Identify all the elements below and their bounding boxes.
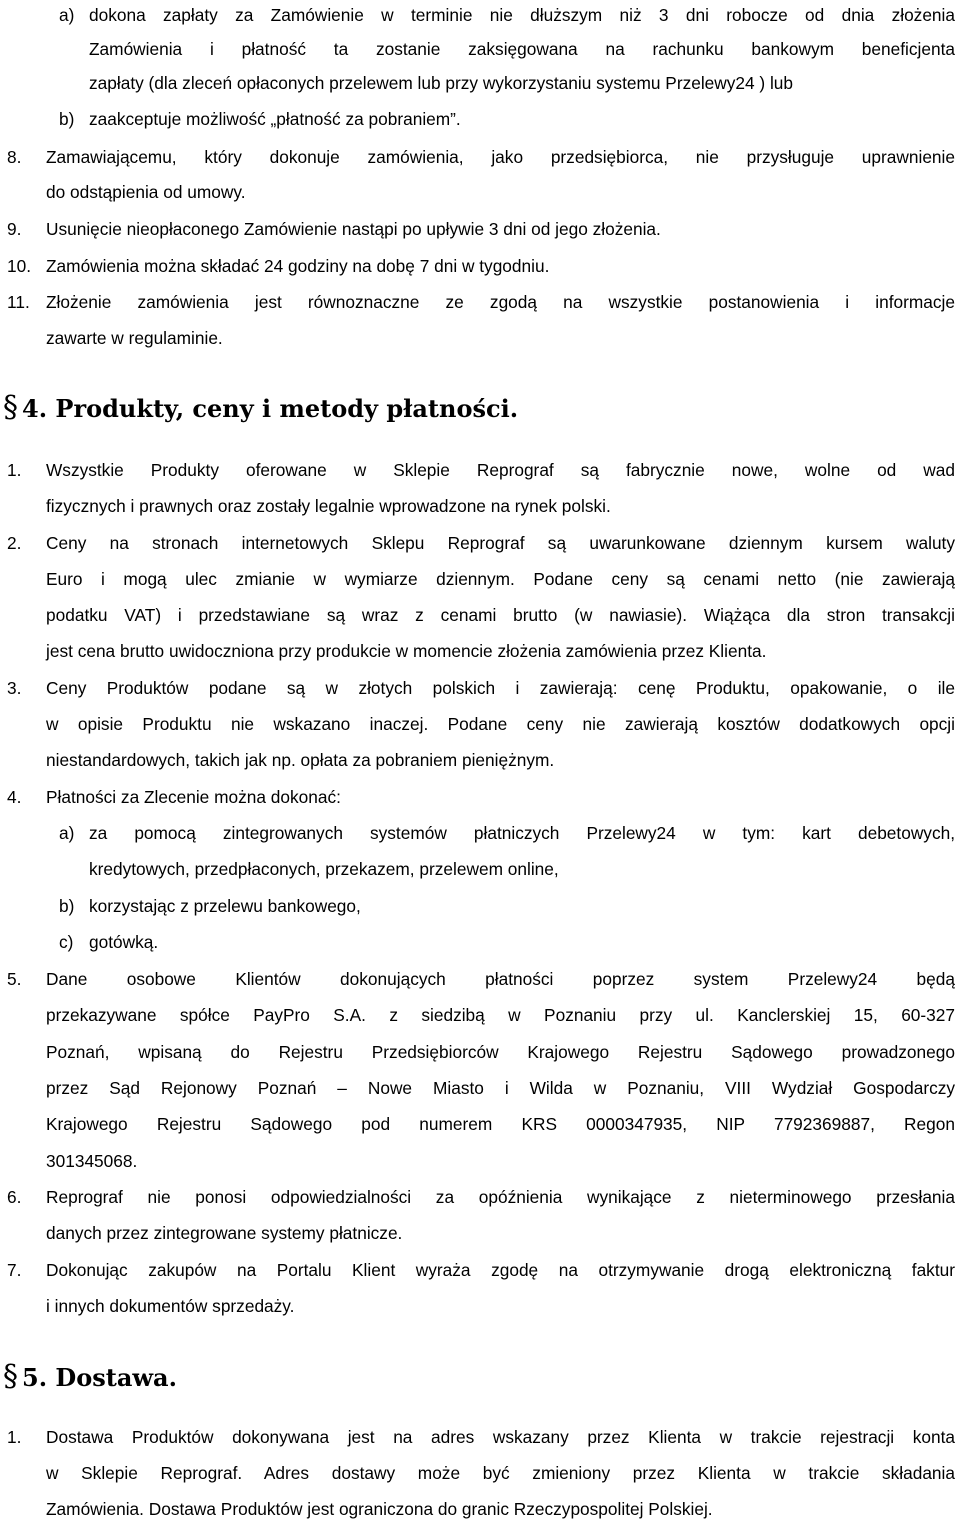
paragraph-line: podatku VAT) i przedstawiane są wraz z cenami brutto (w nawiasie). Wiążąca dla stron transakcji: [46, 605, 955, 625]
paragraph-line: i innych dokumentów sprzedaży.: [46, 1296, 295, 1316]
paragraph-line: Krajowego Rejestru Sądowego pod numerem KRS 0000347935, NIP 7792369887, Regon: [46, 1114, 955, 1134]
paragraph-line: Płatności za Zlecenie można dokonać:: [46, 787, 341, 807]
section-heading: [3, 390, 519, 425]
paragraph-line: Złożenie zamówienia jest równoznaczne ze zgodą na wszystkie postanowienia i informacje: [46, 292, 955, 312]
paragraph-line: Euro i mogą ulec zmianie w wymiarze dziennym. Podane ceny są cenami netto (nie zawierają: [46, 569, 955, 589]
paragraph-line: Zamówienia i płatność ta zostanie zaksięgowana na rachunku bankowym beneficjenta: [89, 39, 955, 59]
paragraph-line: Zamawiającemu, który dokonuje zamówienia, jako przedsiębiorca, nie przysługuje uprawnienie: [46, 147, 955, 167]
section-title: 4. Produkty, ceny i metody płatności.: [22, 394, 519, 423]
paragraph-line: Ceny na stronach internetowych Sklepu Reprograf są uwarunkowane dziennym kursem waluty: [46, 533, 955, 553]
paragraph-line: zaakceptuje możliwość „płatność za pobraniem”.: [89, 109, 461, 129]
paragraph-line: w opisie Produktu nie wskazano inaczej. Podane ceny nie zawierają kosztów dodatkowych opcji: [46, 714, 955, 734]
paragraph-line: Dostawa Produktów dokonywana jest na adres wskazany przez Klienta w trakcie rejestracji konta: [46, 1427, 955, 1447]
paragraph-line: jest cena brutto uwidoczniona przy produkcie w momencie złożenia zamówienia przez Klienta.: [46, 641, 767, 661]
paragraph-line: zapłaty (dla zleceń opłaconych przelewem lub przy wykorzystaniu systemu Przelewy24 ) lub: [89, 73, 794, 93]
list-label: a): [59, 823, 75, 843]
paragraph-line: Dane osobowe Klientów dokonujących płatności poprzez system Przelewy24 będą: [46, 969, 955, 989]
paragraph-line: kredytowych, przedpłaconych, przekazem, przelewem online,: [89, 859, 559, 879]
section-symbol: §: [3, 1359, 18, 1394]
paragraph-line: 301345068.: [46, 1151, 138, 1171]
list-number: 5.: [7, 969, 22, 989]
list-number: 4.: [7, 787, 22, 807]
paragraph-line: Zamówienia można składać 24 godziny na dobę 7 dni w tygodniu.: [46, 256, 550, 276]
paragraph-line: dokona zapłaty za Zamówienie w terminie nie dłuższym niż 3 dni robocze od dnia złożenia: [89, 5, 955, 25]
paragraph-line: za pomocą zintegrowanych systemów płatniczych Przelewy24 w tym: kart debetowych,: [89, 823, 955, 843]
list-number: 1.: [7, 460, 22, 480]
paragraph-line: Ceny Produktów podane są w złotych polskich i zawierają: cenę Produktu, opakowanie, o ile: [46, 678, 955, 698]
section-title: 5. Dostawa.: [22, 1363, 177, 1392]
paragraph-line: Wszystkie Produkty oferowane w Sklepie Reprograf są fabrycznie nowe, wolne od wad: [46, 460, 955, 480]
list-number: 10.: [7, 256, 32, 276]
paragraph-line: danych przez zintegrowane systemy płatnicze.: [46, 1223, 403, 1243]
paragraph-line: fizycznych i prawnych oraz zostały legalnie wprowadzone na rynek polski.: [46, 496, 611, 516]
paragraph-line: Reprograf nie ponosi odpowiedzialności za opóźnienia wynikające z nieterminowego przesłania: [46, 1187, 955, 1207]
list-label: a): [59, 5, 75, 25]
list-number: 3.: [7, 678, 22, 698]
section-symbol: §: [3, 390, 18, 425]
paragraph-line: niestandardowych, takich jak np. opłata za pobraniem pieniężnym.: [46, 750, 555, 770]
paragraph-line: Poznań, wpisaną do Rejestru Przedsiębiorców Krajowego Rejestru Sądowego prowadzonego: [46, 1042, 955, 1062]
list-number: 2.: [7, 533, 22, 553]
paragraph-line: przekazywane spółce PayPro S.A. z siedzibą w Poznaniu przy ul. Kanclerskiej 15, 60-327: [46, 1005, 955, 1025]
list-number: 7.: [7, 1260, 22, 1280]
paragraph-line: Usunięcie nieopłaconego Zamówienie nastąpi po upływie 3 dni od jego złożenia.: [46, 219, 661, 239]
paragraph-line: korzystając z przelewu bankowego,: [89, 896, 361, 916]
paragraph-line: Dokonując zakupów na Portalu Klient wyraża zgodę na otrzymywanie drogą elektroniczną faktur: [46, 1260, 955, 1280]
paragraph-line: Zamówienia. Dostawa Produktów jest ograniczona do granic Rzeczypospolitej Polskiej.: [46, 1499, 713, 1519]
list-label: c): [59, 932, 74, 952]
list-label: b): [59, 896, 75, 916]
list-number: 9.: [7, 219, 22, 239]
list-label: b): [59, 109, 75, 129]
paragraph-line: gotówką.: [89, 932, 159, 952]
list-number: 1.: [7, 1427, 22, 1447]
paragraph-line: przez Sąd Rejonowy Poznań – Nowe Miasto i Wilda w Poznaniu, VIII Wydział Gospodarczy: [46, 1078, 955, 1098]
paragraph-line: do odstąpienia od umowy.: [46, 182, 246, 202]
list-number: 6.: [7, 1187, 22, 1207]
list-number: 8.: [7, 147, 22, 167]
paragraph-line: w Sklepie Reprograf. Adres dostawy może być zmieniony przez Klienta w trakcie składania: [46, 1463, 955, 1483]
paragraph-line: zawarte w regulaminie.: [46, 328, 223, 348]
list-number: 11.: [7, 292, 30, 312]
section-heading: [3, 1359, 177, 1394]
